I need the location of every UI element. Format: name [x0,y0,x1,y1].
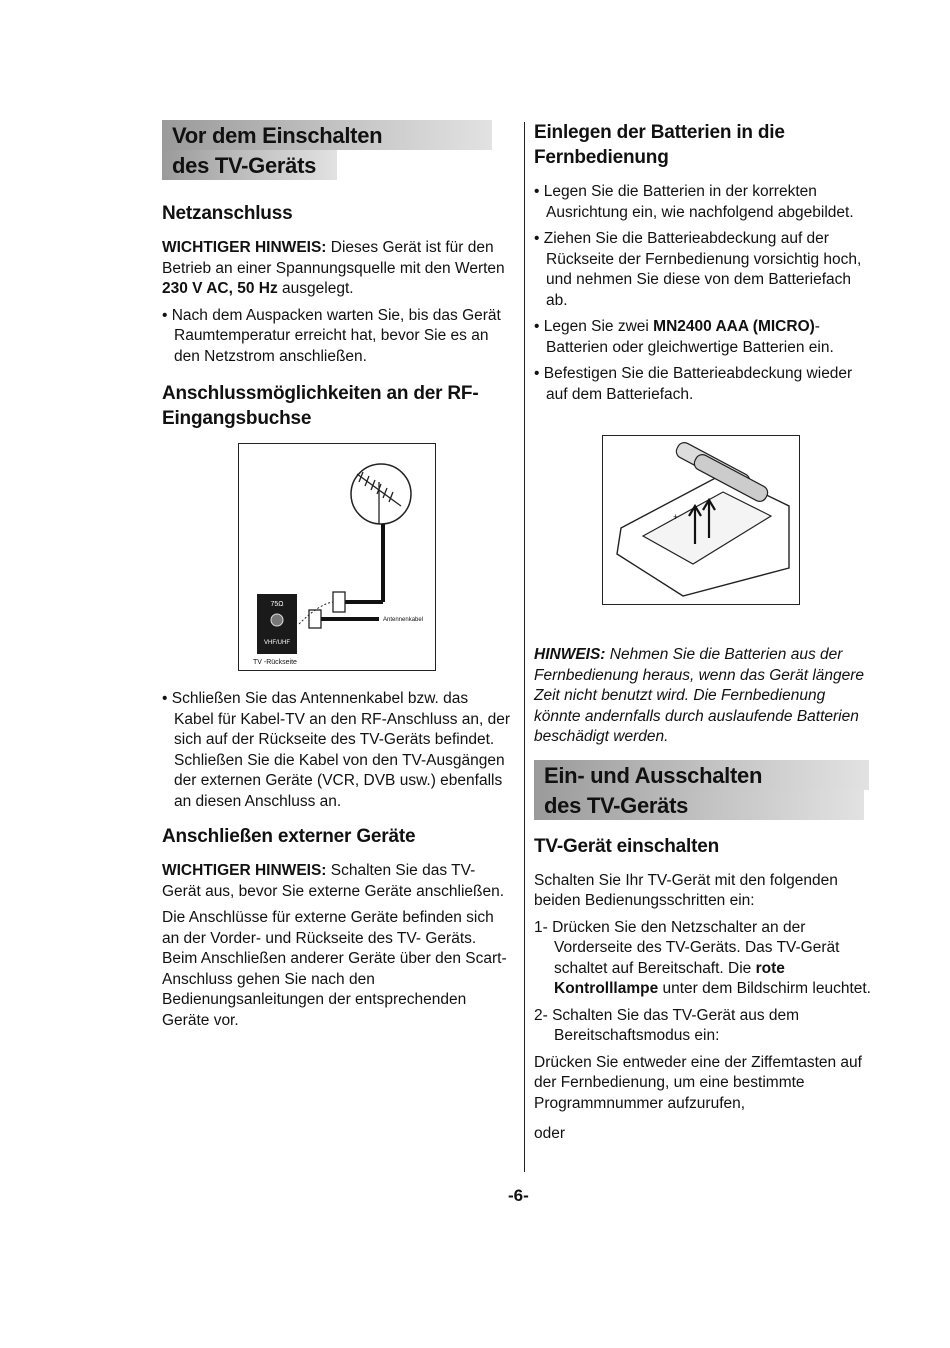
left-column [162,120,512,1037]
step-1: 1- Drücken Sie den Netzschalter an der Vorderseite des TV-Geräts. Das TV-Gerät schaltet auf Bereitschaft. Die rote Kontrolllampe unter dem Bildschirm leuchtet. [534,918,871,997]
press-paragraph: Drücken Sie entweder eine der Ziffemtasten auf der Fernbedienung, um eine bestimmte Programmnummer aufzurufen, [534,1053,862,1112]
on-intro: Schalten Sie Ihr TV-Gerät mit den folgenden beiden Bedienungsschritten ein: [534,871,838,909]
rf-socket [271,614,283,626]
netz-hinweis-label: WICHTIGER HINWEIS: [162,239,327,256]
column-divider [524,122,525,1172]
ext-paragraph: Die Anschlüsse für externe Geräte befinden sich an der Vorder- und Rückseite des TV- Geräts. Beim Anschließen anderer Geräte über den Scart-Anschluss gehen Sie nach den Bedienungsanleitungen der entsprechenden Geräte vor. [162,909,507,1029]
netz-hinweis-text: Dieses Gerät ist für den Betrieb an einer Spannungsquelle mit den Werten [162,239,505,277]
section-banner-before-power-on [162,120,512,180]
netz-hinweis-value: 230 V AC, 50 Hz [162,280,278,297]
step-2: 2- Schalten Sie das TV-Gerät aus dem Bereitschaftsmodus ein: [534,1006,800,1044]
antenna-circle [351,464,411,524]
oder-text: oder [534,1125,566,1142]
heading-external-devices: Anschließen externer Geräte [162,826,416,847]
rf-bullet: • Schließen Sie das Antennenkabel bzw. das Kabel für Kabel-TV an den RF-Anschluss an, der sich auf der Rückseite des TV-Geräts befindet. Schließen Sie die Kabel von den TV-Ausgängen der externen Geräte (VCR, DVB usw.) ebenfalls an diesen Anschluss an. [162,690,511,810]
label-vhf: VHF/UHF [264,640,290,646]
antenna-diagram [239,444,435,670]
banner-line-2: des TV-Geräts [162,150,337,180]
bat-bullet-1: • Legen Sie die Batterien in der korrekten Ausrichtung ein, wie nachfolgend abgebildet. [534,183,854,221]
ext-hinweis-text: Schalten Sie das TV-Gerät aus, bevor Sie externe Geräte anschließen. [162,862,505,900]
battery-figure [602,435,800,605]
heading-tv-on: TV-Gerät einschalten [534,835,720,857]
antenna-connection-figure [238,443,436,671]
section-banner-on-off [534,760,874,820]
battery-note [534,645,874,748]
heading-netzanschluss: Netzanschluss [162,203,293,224]
note-text: Nehmen Sie die Batterien aus der Fernbedienung heraus, wenn das Gerät längere Zeit nicht benutzt wird. Die Fernbedienung könnte andernfalls durch auslaufende Batterien beschädigt werden. [534,646,865,745]
remote-battery-icon [603,436,799,604]
banner-line-1: Ein- und Ausschalten [534,760,869,790]
bat-bullet-4: • Befestigen Sie die Batterieabdeckung wieder auf dem Batteriefach. [534,365,853,403]
bat-bullet-2: • Ziehen Sie die Batterieabdeckung auf der Rückseite der Fernbedienung vorsichtig hoch, und nehmen Sie diese von dem Batteriefach ab. [534,230,862,309]
netz-hinweis [162,238,512,300]
red-indicator-lamp: rote Kontrolllampe [554,959,785,997]
connector-plug-top [333,592,345,612]
ext-hinweis [162,861,512,902]
svg-text:+: + [673,512,679,522]
right-column [534,120,874,1151]
ext-hinweis-label: WICHTIGER HINWEIS: [162,862,327,879]
banner-line-2: des TV-Geräts [534,790,864,820]
netz-bullet: • Nach dem Auspacken warten Sie, bis das Gerät Raumtemperatur erreicht hat, bevor Sie es an den Netzstrom anschließen. [162,306,501,365]
page-number: -6- [508,1186,529,1205]
label-ohm: 75Ω [270,601,284,608]
antenna-icon [357,472,401,524]
battery-type: MN2400 AAA (MICRO) [653,318,815,335]
label-cable: Antennenkabel [383,617,424,623]
netz-hinweis-end: ausgelegt. [277,280,354,297]
note-label: HINWEIS: [534,646,606,663]
bat-bullet-3: • Legen Sie zwei MN2400 AAA (MICRO)-Batterien oder gleichwertige Batterien ein. [534,318,834,356]
heading-rf-input: Anschlussmöglichkeiten an der RF-Eingangsbuchse [162,383,479,429]
heading-insert-batteries: Einlegen der Batterien in die Fernbedienung [534,122,785,168]
connector-plug-bottom [309,610,321,628]
banner-line-1: Vor dem Einschalten [162,120,492,150]
label-tv-back: TV -Rückseite [253,659,297,666]
